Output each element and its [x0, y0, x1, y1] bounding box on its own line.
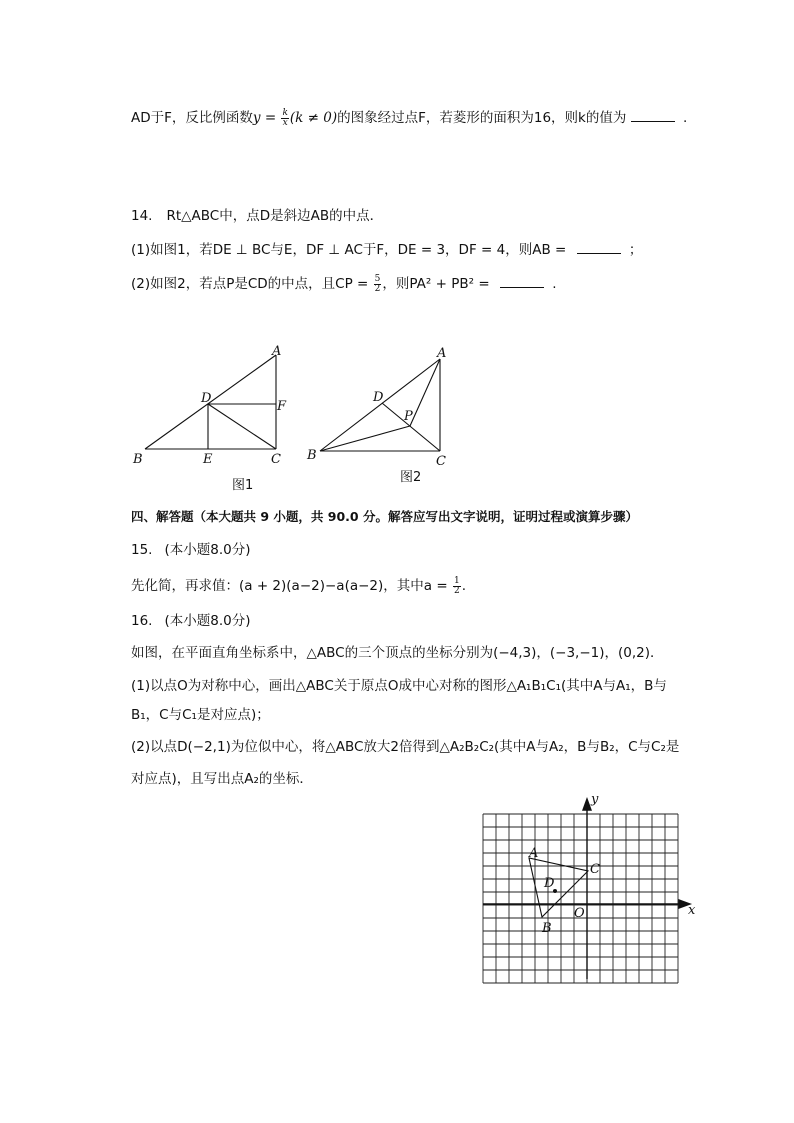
grid-label-d: D — [544, 876, 555, 891]
fig1-label-e: E — [203, 452, 213, 467]
fig1-label-b: B — [133, 452, 143, 467]
q13-text-b: 的图象经过点F，若菱形的面积为16，则k的值为 — [337, 110, 627, 126]
q14-frac-num: 5 — [374, 273, 381, 284]
fig1-caption: 图1 — [232, 478, 254, 493]
fig2-label-c: C — [436, 454, 446, 469]
q14-part2-text-b: ，则PA² + PB² = — [382, 276, 490, 292]
q13-text-a: AD于F，反比例函数 — [131, 110, 253, 126]
q15-score: (本小题8.0分) — [164, 542, 251, 558]
q15-end: . — [461, 578, 466, 594]
fig2-label-a: A — [437, 346, 447, 361]
q13-condition: (k ≠ 0) — [289, 110, 338, 126]
q14-frac-den: 2 — [374, 283, 381, 294]
y-axis-arrow — [583, 799, 591, 810]
section-4-heading: 四、解答题（本大题共 9 小题，共 90.0 分。解答应写出文字说明，证明过程或演算步骤） — [131, 509, 638, 524]
q14-part1-text: (1)如图1，若DE ⊥ BC与E，DF ⊥ AC于F，DE = 3，DF = 4，则AB = — [131, 242, 567, 258]
q13-func-y: y = — [252, 110, 277, 126]
q15-number: 15. — [131, 542, 153, 558]
q14-part1-end: ； — [628, 242, 643, 258]
q16-score: (本小题8.0分) — [164, 613, 251, 629]
fig1-label-d: D — [201, 391, 212, 406]
q13-frac-num: k — [282, 107, 288, 118]
fig2-label-p: P — [404, 409, 413, 424]
grid-label-x: x — [688, 903, 696, 918]
grid-label-y: y — [591, 792, 599, 807]
q14-number: 14. — [131, 208, 153, 224]
q16-line-5: 对应点)，且写出点A₂的坐标． — [131, 771, 313, 787]
grid-label-b: B — [542, 921, 552, 936]
fig1-label-c: C — [271, 452, 281, 467]
q13-end: . — [682, 110, 688, 126]
fig1-label-f: F — [277, 399, 287, 414]
q16-line-4: (2)以点D(−2,1)为位似中心，将△ABC放大2倍得到△A₂B₂C₂(其中A与A₂，B与B₂，C与C₂是 — [131, 739, 680, 755]
q16-line-2: (1)以点O为对称中心，画出△ABC关于原点O成中心对称的图形△A₁B₁C₁(其中A与A₁，B与 — [131, 678, 667, 694]
q14-part2-end: . — [552, 276, 557, 292]
grid-label-c: C — [590, 862, 600, 877]
fig1-label-a: A — [272, 344, 282, 359]
q15-frac-den: 2 — [453, 585, 460, 596]
q14-part2-text-a: (2)如图2，若点P是CD的中点，且CP = — [131, 276, 369, 292]
grid-label-a: A — [529, 846, 539, 861]
fig2-label-d: D — [373, 390, 384, 405]
q15-frac-num: 1 — [453, 575, 460, 586]
q16-line-3: B₁，C与C₁是对应点)； — [131, 707, 270, 723]
q14-stem: Rt△ABC中，点D是斜边AB的中点． — [166, 208, 384, 224]
fig2-label-b: B — [307, 448, 317, 463]
q16-number: 16. — [131, 613, 153, 629]
q13-frac-den: x — [282, 117, 288, 128]
q16-line-1: 如图，在平面直角坐标系中，△ABC的三个顶点的坐标分别为(−4,3)，(−3,−1)，(0,2)． — [131, 645, 664, 661]
grid-label-o: O — [574, 906, 585, 921]
fig2-caption: 图2 — [400, 470, 422, 485]
q15-text: 先化简，再求值：(a + 2)(a−2)−a(a−2)，其中a = — [131, 578, 448, 594]
